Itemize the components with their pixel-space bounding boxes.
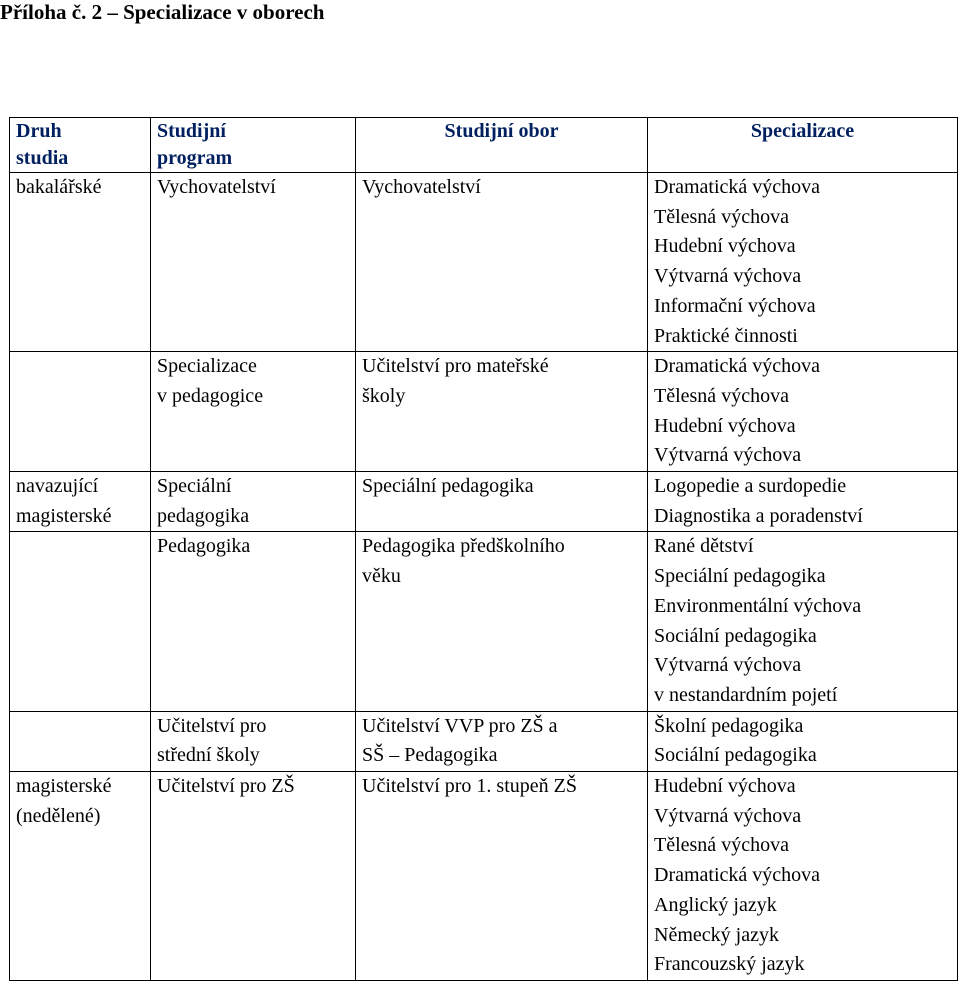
obor-cell	[356, 532, 648, 711]
druh-studia-cell	[10, 772, 151, 981]
obor-cell	[356, 173, 648, 352]
specializace-item: Hudební výchova	[654, 414, 796, 437]
specializace-item: Hudební výchova	[654, 235, 796, 258]
druh-studia-cell	[10, 711, 151, 771]
program-cell	[151, 772, 356, 981]
specializace-cell	[648, 472, 958, 532]
specializace-item: Hudební výchova	[654, 775, 796, 798]
specializace-item: Praktické činnosti	[654, 324, 798, 347]
specializace-item: Výtvarná výchova	[654, 804, 802, 827]
table-row	[10, 352, 958, 472]
specializace-item: Dramatická výchova	[654, 864, 821, 887]
specialization-table	[9, 117, 958, 981]
specializace-cell	[648, 772, 958, 981]
obor-line: Pedagogika předškolního	[362, 535, 565, 558]
program-line: střední školy	[157, 744, 260, 767]
specializace-item: Školní pedagogika	[654, 714, 804, 737]
obor-cell	[356, 772, 648, 981]
header-studijni-obor: Studijní obor	[356, 118, 648, 173]
druh-studia-line: (nedělené)	[16, 804, 101, 827]
obor-line: věku	[362, 565, 401, 588]
obor-line: Učitelství pro 1. stupeň ZŠ	[362, 775, 577, 798]
specializace-item: Sociální pedagogika	[654, 744, 817, 767]
obor-cell	[356, 472, 648, 532]
specializace-item: Rané dětství	[654, 535, 754, 558]
specializace-item: Dramatická výchova	[654, 176, 821, 198]
specializace-item: Sociální pedagogika	[654, 624, 817, 647]
program-line: Speciální	[157, 475, 232, 498]
specializace-item: Speciální pedagogika	[654, 565, 826, 588]
table-row	[10, 772, 958, 981]
specializace-item: Německý jazyk	[654, 923, 779, 946]
druh-studia-line: navazující	[16, 475, 99, 498]
program-line: Učitelství pro	[157, 714, 267, 737]
program-line: Specializace	[157, 355, 257, 378]
program-line: Učitelství pro ZŠ	[157, 775, 295, 798]
specializace-item: Tělesná výchova	[654, 205, 789, 228]
specializace-item: Tělesná výchova	[654, 834, 789, 857]
specializace-item: v nestandardním pojetí	[654, 683, 838, 706]
druh-studia-cell	[10, 472, 151, 532]
druh-studia-cell	[10, 532, 151, 711]
program-line: v pedagogice	[157, 384, 264, 407]
druh-studia-cell	[10, 352, 151, 472]
specializace-item: Informační výchova	[654, 294, 816, 317]
obor-line: Speciální pedagogika	[362, 475, 534, 498]
obor-line: SŠ – Pedagogika	[362, 744, 498, 767]
obor-line: Vychovatelství	[362, 176, 481, 198]
obor-line: Učitelství pro mateřské	[362, 355, 549, 378]
specializace-item: Diagnostika a poradenství	[654, 504, 863, 527]
specializace-item: Anglický jazyk	[654, 893, 777, 916]
specializace-cell	[648, 352, 958, 472]
program-cell	[151, 711, 356, 771]
program-cell	[151, 532, 356, 711]
header-studijni-program: Studijní program	[151, 118, 356, 173]
specializace-cell	[648, 173, 958, 352]
specializace-item: Environmentální výchova	[654, 594, 862, 617]
table-row	[10, 532, 958, 711]
obor-line: školy	[362, 384, 406, 407]
program-line: Pedagogika	[157, 535, 251, 558]
specializace-item: Výtvarná výchova	[654, 654, 802, 677]
druh-studia-line: magisterské	[16, 775, 112, 798]
druh-studia-line: bakalářské	[16, 176, 102, 198]
specializace-item: Výtvarná výchova	[654, 265, 802, 288]
table-row	[10, 472, 958, 532]
table-body	[10, 173, 958, 981]
obor-line: Učitelství VVP pro ZŠ a	[362, 714, 558, 737]
table-header-row	[10, 118, 958, 173]
program-line: pedagogika	[157, 504, 250, 527]
page-title: Příloha č. 2 – Specializace v oborech	[0, 0, 325, 24]
specializace-item: Výtvarná výchova	[654, 444, 802, 467]
program-cell	[151, 472, 356, 532]
specializace-cell	[648, 532, 958, 711]
obor-cell	[356, 352, 648, 472]
specializace-item: Tělesná výchova	[654, 384, 789, 407]
program-line: Vychovatelství	[157, 176, 276, 198]
druh-studia-line: magisterské	[16, 504, 112, 527]
header-specializace: Specializace	[648, 118, 958, 173]
specializace-item: Francouzský jazyk	[654, 953, 805, 976]
program-cell	[151, 173, 356, 352]
obor-cell	[356, 711, 648, 771]
specializace-item: Dramatická výchova	[654, 355, 821, 378]
table-row	[10, 711, 958, 771]
specializace-cell	[648, 711, 958, 771]
table-row	[10, 173, 958, 352]
specializace-item: Logopedie a surdopedie	[654, 475, 847, 498]
program-cell	[151, 352, 356, 472]
header-druh-studia: Druh studia	[10, 118, 151, 173]
druh-studia-cell	[10, 173, 151, 352]
